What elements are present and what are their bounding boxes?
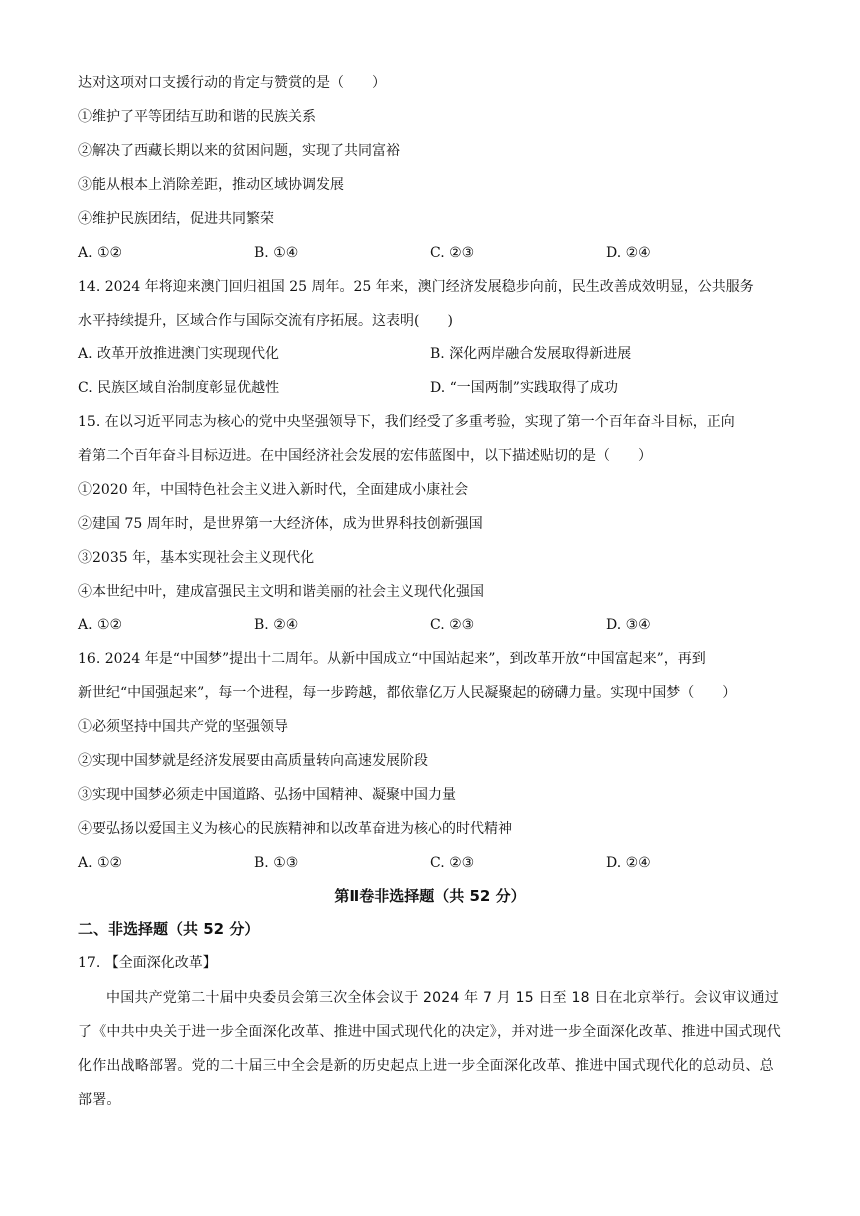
volume-title: 第Ⅱ卷非选择题（共 52 分） (334, 887, 526, 905)
q16-option-b[interactable]: B. ①③ (254, 855, 299, 871)
q14-option-b[interactable]: B. 深化两岸融合发展取得新进展 (430, 346, 632, 362)
q13-option-b[interactable]: B. ①④ (254, 245, 299, 261)
q14-stem-line-2: 水平持续提升，区域合作与国际交流有序拓展。这表明( ) (78, 313, 453, 329)
q13-item-1: ①维护了平等团结互助和谐的民族关系 (78, 109, 316, 125)
q13-option-c[interactable]: C. ②③ (430, 245, 475, 261)
q15-option-a[interactable]: A. ①② (78, 617, 123, 633)
q16-item-2: ②实现中国梦就是经济发展要由高质量转向高速发展阶段 (78, 753, 428, 769)
q13-option-d[interactable]: D. ②④ (606, 245, 651, 261)
q14-options-row-1 (78, 344, 782, 364)
q14-option-d[interactable]: D. “一国两制”实践取得了成功 (430, 380, 618, 396)
q15-item-4: ④本世纪中叶，建成富强民主文明和谐美丽的社会主义现代化强国 (78, 584, 484, 600)
q15-option-b[interactable]: B. ②④ (254, 617, 299, 633)
q13-stem-tail: 达对这项对口支援行动的肯定与赞赏的是（ ） (78, 75, 386, 91)
q15-item-1: ①2020 年，中国特色社会主义进入新时代，全面建成小康社会 (78, 482, 469, 498)
q16-option-a[interactable]: A. ①② (78, 855, 123, 871)
q14-stem-line-1: 14. 2024 年将迎来澳门回归祖国 25 周年。25 年来，澳门经济发展稳步向前，民生改善成效明显，公共服务 (78, 279, 754, 295)
q16-stem-line-1: 16. 2024 年是“中国梦”提出十二周年。从新中国成立“中国站起来”，到改革开放“中国富起来”，再到 (78, 651, 706, 667)
q16-option-c[interactable]: C. ②③ (430, 855, 475, 871)
q16-item-3: ③实现中国梦必须走中国道路、弘扬中国精神、凝聚中国力量 (78, 787, 456, 803)
q16-item-4: ④要弘扬以爱国主义为核心的民族精神和以改革奋进为核心的时代精神 (78, 821, 512, 837)
q16-item-1: ①必须坚持中国共产党的坚强领导 (78, 719, 288, 735)
q15-stem-line-1: 15. 在以习近平同志为核心的党中央坚强领导下，我们经受了多重考验，实现了第一个百年奋斗目标，正向 (78, 414, 735, 430)
q13-item-2: ②解决了西藏长期以来的贫困问题，实现了共同富裕 (78, 143, 400, 159)
q15-options (78, 615, 782, 635)
q16-stem-line-2: 新世纪“中国强起来”，每一个进程，每一步跨越，都依靠亿万人民凝聚起的磅礴力量。实现中国梦（ ） (78, 685, 737, 701)
q15-stem-line-2: 着第二个百年奋斗目标迈进。在中国经济社会发展的宏伟蓝图中，以下描述贴切的是（ ） (78, 448, 652, 464)
q13-option-a[interactable]: A. ①② (78, 245, 123, 261)
q16-options (78, 853, 782, 873)
q15-option-c[interactable]: C. ②③ (430, 617, 475, 633)
part-title: 二、非选择题（共 52 分） (78, 920, 260, 938)
q13-options (78, 243, 782, 263)
q17-passage: 中国共产党第二十届中央委员会第三次全体会议于 2024 年 7 月 15 日至 18 日在北京举行。会议审议通过了《中共中央关于进一步全面深化改革、推进中国式现代化的决定》，并对进一步全面深化改革、推进中国式现代化作出战略部署。党的二十届三中全会是新的历史起点上进一步全面深化改革、推进中国式现代化的总动员、总部署。 (78, 990, 781, 1108)
q15-option-d[interactable]: D. ③④ (606, 617, 651, 633)
q17-heading: 17. 【全面深化改革】 (78, 955, 217, 971)
q13-item-3: ③能从根本上消除差距，推动区域协调发展 (78, 177, 344, 193)
q13-item-4: ④维护民族团结，促进共同繁荣 (78, 211, 274, 227)
q14-option-c[interactable]: C. 民族区域自治制度彰显优越性 (78, 380, 280, 396)
q14-option-a[interactable]: A. 改革开放推进澳门实现现代化 (78, 346, 280, 362)
q15-item-2: ②建国 75 周年时，是世界第一大经济体，成为世界科技创新强国 (78, 516, 483, 532)
q14-options-row-2 (78, 378, 782, 398)
q16-option-d[interactable]: D. ②④ (606, 855, 651, 871)
q15-item-3: ③2035 年，基本实现社会主义现代化 (78, 550, 315, 566)
